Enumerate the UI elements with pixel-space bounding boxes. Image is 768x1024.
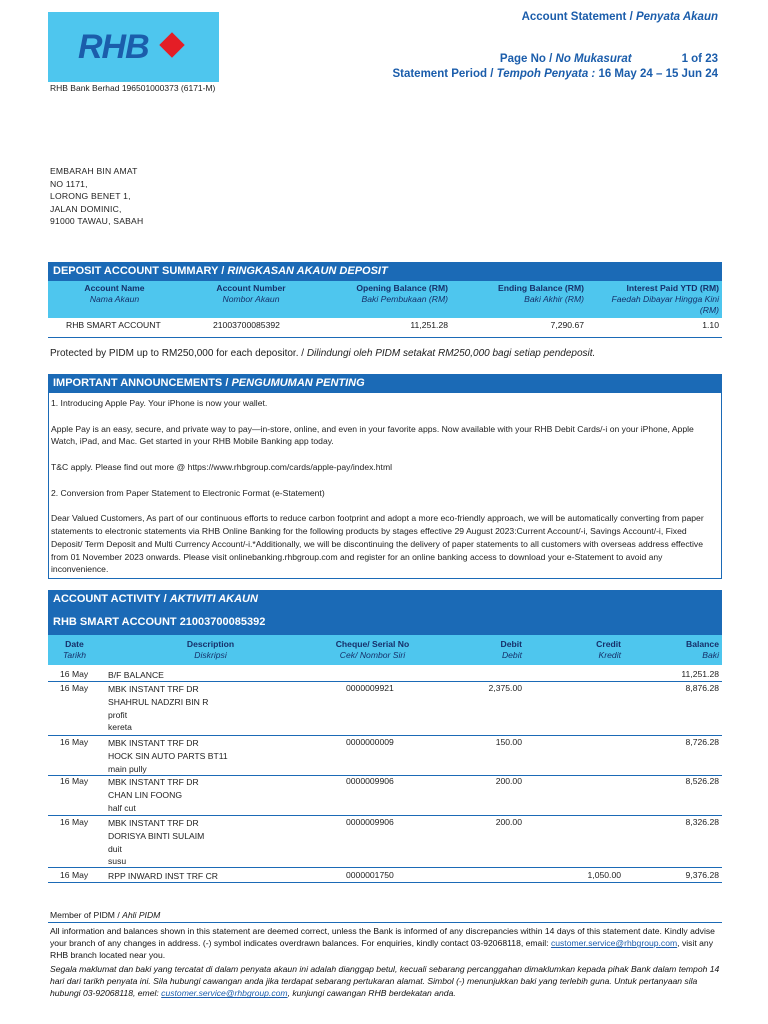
page-label-ms: No Mukasurat <box>555 53 632 65</box>
row-balance: 8,326.28 <box>685 817 719 827</box>
summary-divider <box>48 337 722 338</box>
address-line: NO 1171, <box>50 178 88 189</box>
summary-account-name: RHB SMART ACCOUNT <box>66 320 161 330</box>
mailing-address <box>50 165 143 228</box>
statement-period <box>392 68 718 80</box>
row-description <box>108 683 208 734</box>
address-line: LORONG BENET 1, <box>50 191 131 202</box>
row-serial: 0000009906 <box>346 776 394 786</box>
member-ms: Ahli PIDM <box>122 910 161 920</box>
pidm-notice <box>50 348 595 359</box>
disclaimer-ms-text: Segala maklumat dan baki yang tercatat di dalam penyata akaun ini adalah dianggap betul, kecuali sebarang percanggahan dimaklumkan kepada pihak Bank dalam tempoh 14 hari dari tarikh penyata ini. Sila hubungi cawangan anda jika terdapat sebarang pertukaran alamat. Simbol (-) menunjukkan baki yang terlebih guna. Untuk pertanyaan sila hubungi 03-92068118, emel: <box>50 964 720 999</box>
col-credit <box>548 639 621 661</box>
row-desc-line: MBK INSTANT TRF DR <box>108 818 199 828</box>
row-desc-line: MBK INSTANT TRF DR <box>108 777 199 787</box>
row-desc-line: HOCK SIN AUTO PARTS BT11 <box>108 750 228 761</box>
row-debit: 200.00 <box>495 817 522 827</box>
customer-service-email-link-ms[interactable]: customer.service@rhbgroup.com <box>161 988 288 999</box>
address-line: JALAN DOMINIC, <box>50 203 122 214</box>
row-balance: 8,726.28 <box>685 737 719 747</box>
col-label-ms: Nama Akaun <box>89 294 140 304</box>
col-label-en: Account Number <box>216 283 286 293</box>
col-label-en: Ending Balance (RM) <box>498 283 584 293</box>
footer-divider <box>48 922 722 923</box>
summary-column-headers <box>48 281 722 318</box>
row-balance: 8,876.28 <box>685 683 719 693</box>
col-label-en: Cheque/ Serial No <box>335 639 410 649</box>
row-credit: 1,050.00 <box>587 870 621 880</box>
member-en: Member of PIDM / <box>50 910 123 920</box>
activity-title-en: ACCOUNT ACTIVITY / <box>53 593 170 605</box>
rhb-logo: RHB <box>78 28 149 66</box>
row-desc-line: half cut <box>108 802 136 813</box>
row-balance: 8,526.28 <box>685 776 719 786</box>
col-label-en: Account Name <box>84 283 145 293</box>
col-debit <box>448 639 522 661</box>
row-desc-line: duit <box>108 843 122 854</box>
col-balance <box>648 639 719 661</box>
summary-account-number: 21003700085392 <box>213 320 280 330</box>
announcements-title-ms: PENGUMUMAN PENTING <box>231 377 365 389</box>
row-date: 16 May <box>60 669 89 679</box>
row-divider <box>48 882 722 883</box>
pidm-notice-en: Protected by PIDM up to RM250,000 for each depositor. / <box>50 348 307 359</box>
row-debit: 150.00 <box>495 737 522 747</box>
summary-ending-balance: 7,290.67 <box>550 320 584 330</box>
row-description <box>108 776 199 814</box>
period-value: 16 May 24 – 15 Jun 24 <box>595 68 718 80</box>
row-serial: 0000001750 <box>346 870 394 880</box>
page-value: 1 of 23 <box>681 53 718 65</box>
announcement-paragraph: 1. Introducing Apple Pay. Your iPhone is now your wallet. <box>51 398 268 408</box>
disclaimer-en-tail: , visit any RHB branch located near you. <box>50 938 713 961</box>
col-label-en: Debit <box>500 639 522 649</box>
col-label-ms: Faedah Dibayar Hingga Kini (RM) <box>611 294 719 315</box>
announcement-paragraph: Dear Valued Customers, As part of our continuous efforts to reduce carbon footprint and adopt a more eco-friendly approach, we will be automatically converting from paper statements to electronic statements via RHB Online Banking for the following products by stages effective 29 August 2023:Current Account/-i, Savings Account/-i, Fixed Deposit/ Term Deposit and Multi Currency Account/-i.*Additionally, we will be discontinuing the delivery of paper statements to all customers with overseas address effective from 01 November 2023 onwards. Please visit onlinebanking.rhbgroup.com and register for an online banking access to download your e-Statement to avoid any inconvenience. <box>51 513 704 575</box>
row-debit: 200.00 <box>495 776 522 786</box>
col-opening-balance <box>321 283 448 305</box>
col-label-ms: Diskripsi <box>194 650 227 660</box>
col-label-en: Interest Paid YTD (RM) <box>626 283 719 293</box>
address-line: EMBARAH BIN AMAT <box>50 166 138 176</box>
row-divider <box>48 735 722 736</box>
row-desc-line: CHAN LIN FOONG <box>108 789 183 800</box>
row-desc-line: DORISYA BINTI SULAIM <box>108 830 205 841</box>
col-label-ms: Kredit <box>598 650 621 660</box>
address-line: 91000 TAWAU, SABAH <box>50 216 144 227</box>
statement-title-ms: Penyata Akaun <box>635 11 718 23</box>
col-account-number <box>181 283 321 305</box>
row-description <box>108 870 218 883</box>
col-label-en: Balance <box>686 639 719 649</box>
row-divider <box>48 867 722 868</box>
row-serial: 0000009906 <box>346 817 394 827</box>
row-date: 16 May <box>60 817 89 827</box>
row-balance: 11,251.28 <box>681 669 719 679</box>
row-desc-line: kereta <box>108 722 132 733</box>
statement-title-en: Account Statement / <box>521 11 636 23</box>
disclaimer-ms-tail: , kunjungi cawangan RHB berdekatan anda. <box>287 988 456 999</box>
col-label-ms: Baki <box>702 650 719 660</box>
row-balance: 9,376.28 <box>685 870 719 880</box>
announcements-box <box>48 393 722 579</box>
row-desc-line: B/F BALANCE <box>108 670 164 680</box>
row-desc-line: susu <box>108 856 127 867</box>
row-desc-line: main pully <box>108 763 147 774</box>
customer-service-email-link[interactable]: customer.service@rhbgroup.com <box>550 938 678 949</box>
announcements-section-title <box>48 374 722 393</box>
row-description <box>108 817 204 868</box>
row-desc-line: MBK INSTANT TRF DR <box>108 738 199 748</box>
summary-title-en: DEPOSIT ACCOUNT SUMMARY / <box>53 265 228 277</box>
page-label-en: Page No / <box>499 53 556 65</box>
footer-disclaimer-ms <box>50 963 720 1000</box>
row-description <box>108 669 164 682</box>
summary-title-ms: RINGKASAN AKAUN DEPOSIT <box>227 265 388 277</box>
col-interest-paid <box>596 283 719 316</box>
activity-title-ms: AKTIVITI AKAUN <box>169 593 258 605</box>
row-desc-line: profit <box>108 709 128 720</box>
col-label-ms: Nombor Akaun <box>222 294 280 304</box>
col-account-name <box>48 283 181 305</box>
row-date: 16 May <box>60 683 89 693</box>
row-serial: 0000000009 <box>346 737 394 747</box>
row-desc-line: SHAHRUL NADZRI BIN R <box>108 696 209 707</box>
row-divider <box>48 815 722 816</box>
summary-section-title <box>48 262 722 281</box>
row-date: 16 May <box>60 870 89 880</box>
row-debit: 2,375.00 <box>488 683 522 693</box>
announcements-title-en: IMPORTANT ANNOUNCEMENTS / <box>53 377 232 389</box>
row-serial: 0000009921 <box>346 683 394 693</box>
col-label-ms: Baki Akhir (RM) <box>524 294 584 304</box>
bank-registration: RHB Bank Berhad 196501000373 (6171-M) <box>50 83 216 93</box>
col-label-ms: Baki Pembukaan (RM) <box>361 294 448 304</box>
footer-disclaimer-en <box>50 925 720 962</box>
col-label-en: Opening Balance (RM) <box>356 283 448 293</box>
col-description <box>148 639 273 661</box>
col-label-en: Credit <box>596 639 621 649</box>
announcement-paragraph: 2. Conversion from Paper Statement to Electronic Format (e-Statement) <box>51 487 325 498</box>
col-serial-no <box>310 639 435 661</box>
pidm-notice-ms: Dilindungi oleh PIDM setakat RM250,000 bagi setiap pendeposit. <box>306 348 596 359</box>
disclaimer-en-text: All information and balances shown in this statement are deemed correct, unless the Bank is informed of any discrepancies within 14 days of this statement date. Kindly advise your branch of any changes in address. (-) symbol indicates overdrawn balances. For enquiries, kindly contact 03-92068118, email: <box>50 926 715 949</box>
announcement-paragraph: Apple Pay is an easy, secure, and private way to pay—in-store, online, and even in your favorite apps. Now available with your RHB Debit Cards/-i on your iPhone, Apple Watch, iPad, and Mac. Get started in your RHB Mobile Banking app today. <box>51 423 694 447</box>
col-label-ms: Tarikh <box>62 650 87 660</box>
row-desc-line: MBK INSTANT TRF DR <box>108 684 199 694</box>
col-label-en: Date <box>65 639 84 649</box>
period-label-en: Statement Period / <box>392 68 497 80</box>
row-date: 16 May <box>60 776 89 786</box>
pidm-member-note <box>50 910 160 920</box>
col-label-ms: Cek/ Nombor Siri <box>339 650 406 660</box>
col-date <box>48 639 101 661</box>
activity-account-title: RHB SMART ACCOUNT 21003700085392 <box>48 610 722 635</box>
row-desc-line: RPP INWARD INST TRF CR <box>108 871 218 881</box>
activity-column-headers <box>48 635 722 665</box>
activity-section-title <box>48 590 722 610</box>
summary-opening-balance: 11,251.28 <box>410 320 448 330</box>
row-divider <box>48 681 722 682</box>
page-number <box>500 53 718 65</box>
col-label-en: Description <box>186 639 235 649</box>
statement-title <box>522 11 718 23</box>
row-date: 16 May <box>60 737 89 747</box>
period-label-ms: Tempoh Penyata : <box>496 68 596 80</box>
col-label-ms: Debit <box>501 650 522 660</box>
col-ending-balance <box>448 283 584 305</box>
summary-interest-paid: 1.10 <box>702 320 719 330</box>
row-description <box>108 737 228 775</box>
announcement-paragraph: T&C apply. Please find out more @ https://www.rhbgroup.com/cards/apple-pay/index.html <box>51 461 393 472</box>
